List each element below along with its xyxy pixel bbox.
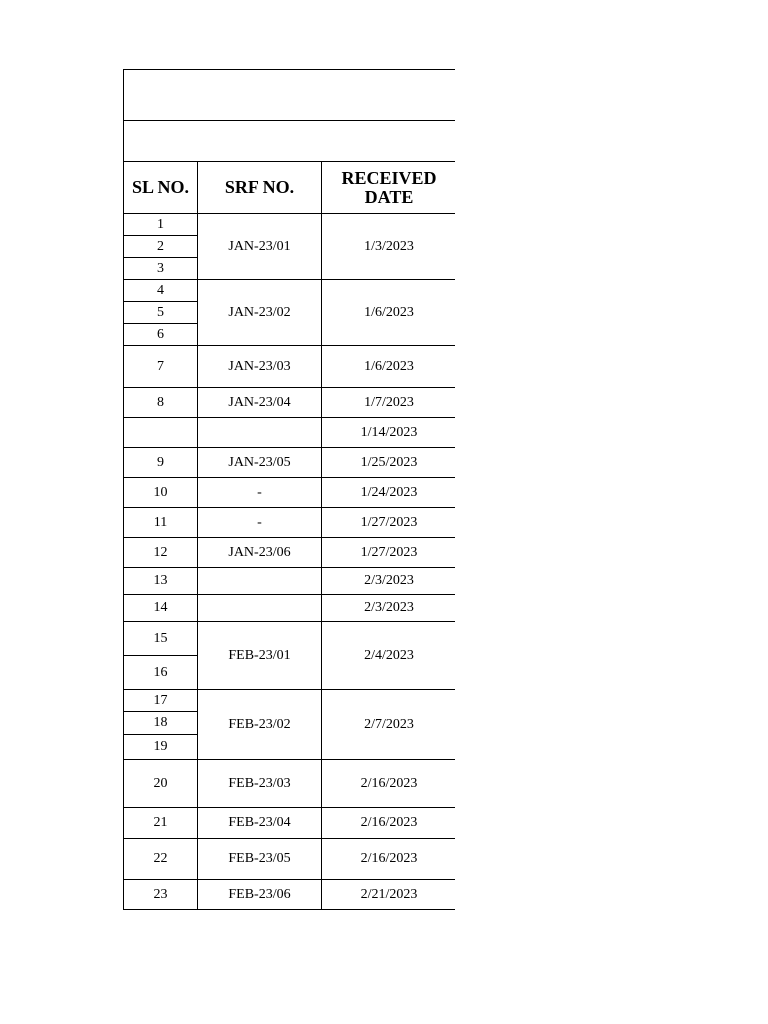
- sl-cell: 12: [124, 538, 198, 568]
- srf-cell: FEB-23/01: [198, 622, 322, 690]
- srf-cell: JAN-23/01: [198, 214, 322, 280]
- sl-cell: 7: [124, 346, 198, 388]
- table-row: [124, 418, 457, 448]
- date-cell: 2/3/2023: [322, 568, 457, 595]
- srf-cell: -: [198, 478, 322, 508]
- sl-cell: 23: [124, 880, 198, 910]
- srf-cell: FEB-23/06: [198, 880, 322, 910]
- header-row: [124, 162, 457, 214]
- table-row: [124, 839, 457, 880]
- date-cell: 1/27/2023: [322, 538, 457, 568]
- table-row: [124, 280, 457, 302]
- subtitle-row: [124, 121, 456, 161]
- sl-cell: 6: [124, 324, 198, 346]
- srf-cell: JAN-23/06: [198, 538, 322, 568]
- date-cell: 2/3/2023: [322, 595, 457, 622]
- header-received-date: [322, 162, 457, 214]
- srf-cell: -: [198, 508, 322, 538]
- header-received-line2: DATE: [364, 186, 414, 207]
- table-row: [124, 595, 457, 622]
- table-row: [124, 478, 457, 508]
- table-row: [124, 568, 457, 595]
- table-row: [124, 622, 457, 656]
- spreadsheet-page: [123, 69, 456, 910]
- srf-cell: JAN-23/03: [198, 346, 322, 388]
- sl-cell: 16: [124, 656, 198, 690]
- srf-cell: FEB-23/05: [198, 839, 322, 880]
- sl-cell: 13: [124, 568, 198, 595]
- table-row: [124, 808, 457, 839]
- date-cell: 1/3/2023: [322, 214, 457, 280]
- table-row: [124, 508, 457, 538]
- header-sl-no: SL NO.: [124, 162, 198, 214]
- sl-cell: 20: [124, 760, 198, 808]
- date-cell: 1/6/2023: [322, 346, 457, 388]
- srf-cell: JAN-23/04: [198, 388, 322, 418]
- sl-cell: 5: [124, 302, 198, 324]
- sl-cell: 9: [124, 448, 198, 478]
- table-row: [124, 880, 457, 910]
- date-cell: 1/25/2023: [322, 448, 457, 478]
- date-cell: 2/16/2023: [322, 808, 457, 839]
- sl-cell: 15: [124, 622, 198, 656]
- date-cell: 2/21/2023: [322, 880, 457, 910]
- srf-cell: [198, 595, 322, 622]
- date-cell: 1/27/2023: [322, 508, 457, 538]
- date-cell: 2/4/2023: [322, 622, 457, 690]
- table-row: [124, 448, 457, 478]
- table-row: [124, 690, 457, 712]
- sl-cell: 8: [124, 388, 198, 418]
- srf-cell: JAN-23/02: [198, 280, 322, 346]
- title-banner: [123, 69, 456, 161]
- date-cell: 2/16/2023: [322, 760, 457, 808]
- sl-cell: 2: [124, 236, 198, 258]
- date-cell: 1/24/2023: [322, 478, 457, 508]
- srf-cell: JAN-23/05: [198, 448, 322, 478]
- srf-table: [123, 161, 457, 910]
- sl-cell: 22: [124, 839, 198, 880]
- sl-cell: 3: [124, 258, 198, 280]
- header-srf-no: SRF NO.: [198, 162, 322, 214]
- table-row: [124, 346, 457, 388]
- sl-cell: 4: [124, 280, 198, 302]
- sl-cell: 21: [124, 808, 198, 839]
- srf-cell: [198, 418, 322, 448]
- sl-cell: [124, 418, 198, 448]
- page-clip-region: [455, 60, 768, 960]
- srf-cell: FEB-23/04: [198, 808, 322, 839]
- header-received-line1: RECEIVED: [341, 167, 437, 188]
- date-cell: 1/6/2023: [322, 280, 457, 346]
- sl-cell: 1: [124, 214, 198, 236]
- date-cell: 2/16/2023: [322, 839, 457, 880]
- date-cell: 1/14/2023: [322, 418, 457, 448]
- srf-cell: [198, 568, 322, 595]
- sl-cell: 18: [124, 712, 198, 735]
- sl-cell: 17: [124, 690, 198, 712]
- sl-cell: 19: [124, 735, 198, 760]
- table-row: [124, 214, 457, 236]
- sl-cell: 10: [124, 478, 198, 508]
- title-row: [124, 70, 456, 121]
- table-row: [124, 760, 457, 808]
- sl-cell: 14: [124, 595, 198, 622]
- sl-cell: 11: [124, 508, 198, 538]
- date-cell: 1/7/2023: [322, 388, 457, 418]
- date-cell: 2/7/2023: [322, 690, 457, 760]
- table-row: [124, 538, 457, 568]
- srf-cell: FEB-23/02: [198, 690, 322, 760]
- table-row: [124, 388, 457, 418]
- srf-cell: FEB-23/03: [198, 760, 322, 808]
